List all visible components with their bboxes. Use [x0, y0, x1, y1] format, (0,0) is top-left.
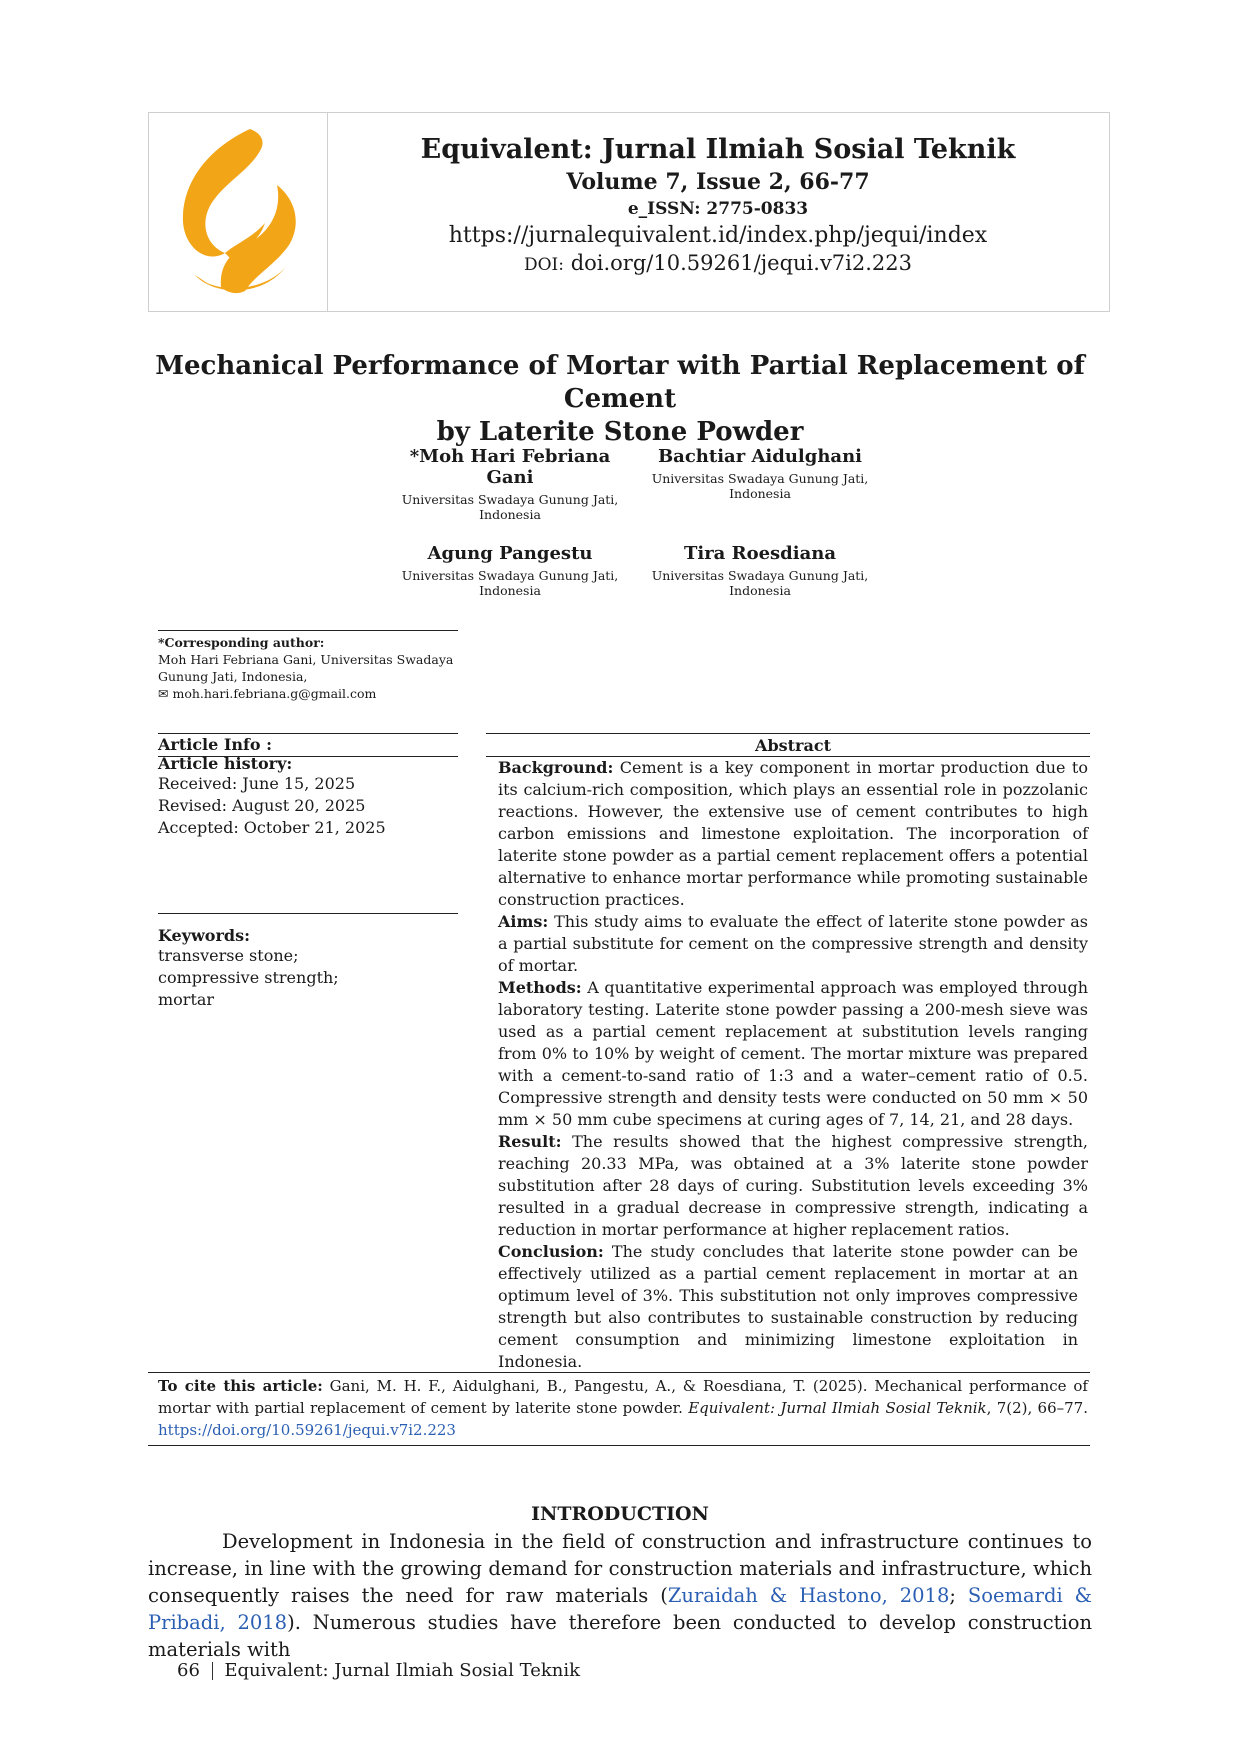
- corresponding-line1: Moh Hari Febriana Gani, Universitas Swadaya: [158, 652, 454, 667]
- abstract-aims: Aims: This study aims to evaluate the effect of laterite stone powder as a partial substitute for cement on the compressive strength and density of mortar.: [498, 912, 1088, 975]
- author-affiliation: Universitas Swadaya Gunung Jati, Indonesia: [651, 471, 869, 501]
- abstract-heading: Abstract: [755, 736, 831, 755]
- corresponding-email-row: [158, 685, 458, 702]
- citation-text: Gani, M. H. F., Aidulghani, B., Pangestu, A., & Roesdiana, T. (2025). Mechanical performance of mortar with partial replacement of cement by laterite stone powder.: [158, 1377, 1088, 1417]
- info-top-rule: [158, 733, 458, 734]
- doi-label: DOI:: [523, 255, 564, 275]
- citation-link[interactable]: https://doi.org/10.59261/jequi.v7i2.223: [158, 1421, 456, 1439]
- reference-link[interactable]: Zuraidah & Hastono, 2018: [667, 1584, 950, 1607]
- abstract-conclusion: Conclusion: The study concludes that laterite stone powder can be effectively utilized as a partial cement replacement in mortar at an optimum level of 3%. This substitution not only improves compressive strength but also contributes to sustainable construction by reducing cement consumption and minimizing limestone exploitation in Indonesia.: [498, 1242, 1078, 1371]
- reference-link[interactable]: Soemardi & Pribadi, 2018: [148, 1584, 1092, 1634]
- journal-url[interactable]: https://jurnalequivalent.id/index.php/jequi/index: [448, 223, 988, 248]
- author-4: [635, 543, 885, 598]
- citation-pages: , 7(2), 66–77.: [986, 1399, 1088, 1417]
- journal-header: [148, 112, 1110, 312]
- introduction-paragraph: Development in Indonesia in the field of construction and infrastructure continues to increase, in line with the growing demand for construction materials and infrastructure, which consequently raises the need for raw materials (Zuraidah & Hastono, 2018; Soemardi & Pribadi, 2018). Numerous studies have therefore been conducted to develop construction materials with: [148, 1530, 1092, 1661]
- journal-volume: Volume 7, Issue 2, 66-77: [566, 169, 870, 195]
- author-name: Agung Pangestu: [427, 543, 593, 564]
- paper-title: [140, 350, 1100, 449]
- doi-value[interactable]: doi.org/10.59261/jequi.v7i2.223: [570, 251, 912, 275]
- footer-divider: [212, 1662, 213, 1680]
- journal-doi: [327, 251, 1109, 275]
- author-affiliation: Universitas Swadaya Gunung Jati, Indonesia: [401, 568, 619, 598]
- corresponding-label: *Corresponding author:: [158, 635, 325, 650]
- keyword: mortar: [158, 990, 215, 1009]
- page-number: 66: [177, 1660, 200, 1681]
- envelope-icon: ✉: [158, 686, 169, 701]
- article-info-heading: Article Info :: [158, 735, 273, 754]
- page-footer: [177, 1660, 580, 1681]
- abstract-methods: Methods: A quantitative experimental approach was employed through laboratory testing. Laterite stone powder passing a 200-mesh sieve was used as a partial cement replacement at substitution levels ranging from 0% to 10% by weight of cement. The mortar mixture was prepared with a cement-to-sand ratio of 1:3 and a water–cement ratio of 0.5. Compressive strength and density tests were conducted on 50 mm × 50 mm × 50 mm cube specimens at curing ages of 7, 14, 21, and 28 days.: [498, 978, 1088, 1129]
- corresponding-email[interactable]: moh.hari.febriana.g@gmail.com: [172, 686, 377, 701]
- abstract-top-rule: [486, 733, 1090, 734]
- article-info: [158, 735, 458, 1011]
- paper-title-line1: Mechanical Performance of Mortar with Partial Replacement of Cement: [155, 351, 1085, 414]
- author-name: Tira Roesdiana: [683, 543, 837, 564]
- author-3: [385, 543, 635, 598]
- author-affiliation: Universitas Swadaya Gunung Jati, Indonesia: [651, 568, 869, 598]
- abstract: [498, 735, 1088, 1373]
- cite-bottom-rule: [148, 1445, 1090, 1446]
- author-affiliation: Universitas Swadaya Gunung Jati, Indonesia: [401, 492, 619, 522]
- received-date: Received: June 15, 2025: [158, 774, 356, 793]
- journal-info: [327, 113, 1109, 311]
- keyword: transverse stone;: [158, 946, 299, 965]
- keyword: compressive strength;: [158, 968, 339, 987]
- history-label: Article history:: [158, 754, 293, 773]
- paper-title-line2: by Laterite Stone Powder: [436, 417, 804, 447]
- corresponding-line2: Gunung Jati, Indonesia,: [158, 669, 308, 684]
- revised-date: Revised: August 20, 2025: [158, 796, 366, 815]
- citation-label: To cite this article:: [158, 1377, 323, 1395]
- logo-cell: [149, 113, 328, 311]
- citation: [158, 1375, 1088, 1441]
- journal-issn: e_ISSN: 2775-0833: [627, 199, 809, 219]
- author-name: Bachtiar Aidulghani: [657, 446, 863, 467]
- introduction-heading: INTRODUCTION: [531, 1503, 709, 1525]
- accepted-date: Accepted: October 21, 2025: [158, 818, 386, 837]
- citation-journal: Equivalent: Jurnal Ilmiah Sosial Teknik: [688, 1399, 987, 1417]
- abstract-background: Background: Cement is a key component in mortar production due to its calcium-rich composition, which plays an essential role in pozzolanic reactions. However, the extensive use of cement contributes to high carbon emissions and limestone exploitation. The incorporation of laterite stone powder as a partial cement replacement offers a potential alternative to enhance mortar performance while promoting sustainable construction practices.: [498, 758, 1088, 909]
- journal-title: Equivalent: Jurnal Ilmiah Sosial Teknik: [420, 134, 1016, 165]
- author-1: [385, 446, 635, 522]
- abstract-result: Result: The results showed that the highest compressive strength, reaching 20.33 MPa, was obtained at a 3% laterite stone powder substitution after 28 days of curing. Substitution levels exceeding 3% resulted in a gradual decrease in compressive strength, indicating a reduction in mortar performance at higher replacement ratios.: [498, 1132, 1088, 1239]
- corresponding-author: [158, 630, 458, 702]
- author-name: *Moh Hari Febriana Gani: [409, 446, 611, 488]
- author-2: [635, 446, 885, 501]
- footer-journal: Equivalent: Jurnal Ilmiah Sosial Teknik: [224, 1660, 581, 1681]
- journal-logo-icon: [165, 125, 311, 299]
- keywords-label: Keywords:: [158, 926, 251, 945]
